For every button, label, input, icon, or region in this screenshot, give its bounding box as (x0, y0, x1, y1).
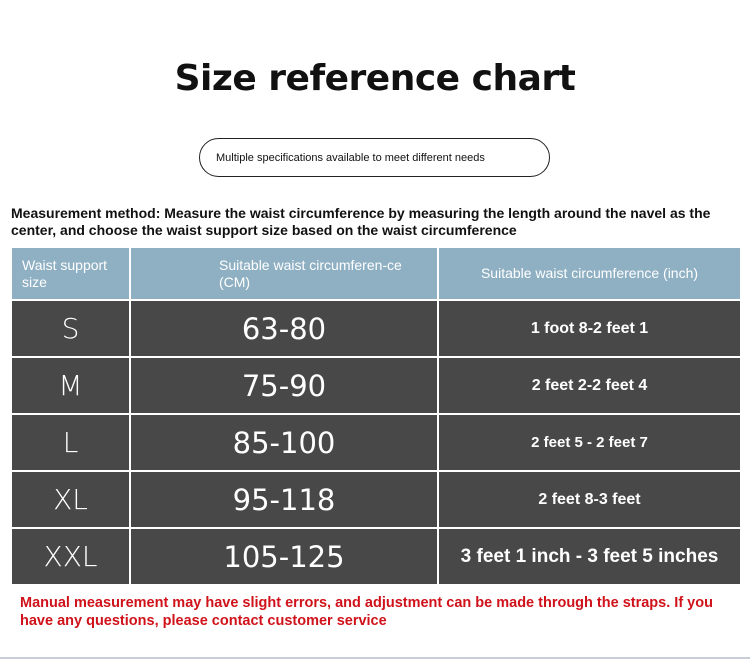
header-size: Waist support size (11, 247, 130, 300)
size-cell: M (11, 357, 130, 414)
disclaimer-note: Manual measurement may have slight errors, and adjustment can be made through the straps. If you have any questions, please contact customer service (20, 595, 713, 629)
header-cm: Suitable waist circumferen-ce (CM) (130, 247, 438, 300)
table-row (11, 357, 741, 414)
size-cell: L (11, 414, 130, 471)
subtitle-text: Multiple specifications available to meet different needs (216, 151, 485, 164)
cm-cell: 63-80 (130, 300, 438, 357)
table-row (11, 471, 741, 528)
header-inch: Suitable waist circumference (inch) (438, 247, 741, 300)
measurement-method: Measurement method: Measure the waist circumference by measuring the length around the navel as the center, and choose the waist support size based on the waist circumference (11, 205, 711, 238)
table-row (11, 528, 741, 585)
inch-cell: 3 feet 1 inch - 3 feet 5 inches (438, 528, 741, 585)
inch-cell: 2 feet 2-2 feet 4 (438, 357, 741, 414)
table-row (11, 300, 741, 357)
cm-cell: 75-90 (130, 357, 438, 414)
size-cell: XL (11, 471, 130, 528)
page-title: Size reference chart (174, 58, 576, 99)
table-header-row (11, 247, 741, 300)
cm-cell: 105-125 (130, 528, 438, 585)
cm-cell: 95-118 (130, 471, 438, 528)
cm-cell: 85-100 (130, 414, 438, 471)
inch-cell: 2 feet 5 - 2 feet 7 (438, 414, 741, 471)
bottom-divider (0, 657, 750, 659)
inch-cell: 1 foot 8-2 feet 1 (438, 300, 741, 357)
table-row (11, 414, 741, 471)
inch-cell: 2 feet 8-3 feet (438, 471, 741, 528)
size-table (10, 246, 742, 586)
size-cell: S (11, 300, 130, 357)
subtitle-badge (199, 138, 550, 177)
size-cell: XXL (11, 528, 130, 585)
